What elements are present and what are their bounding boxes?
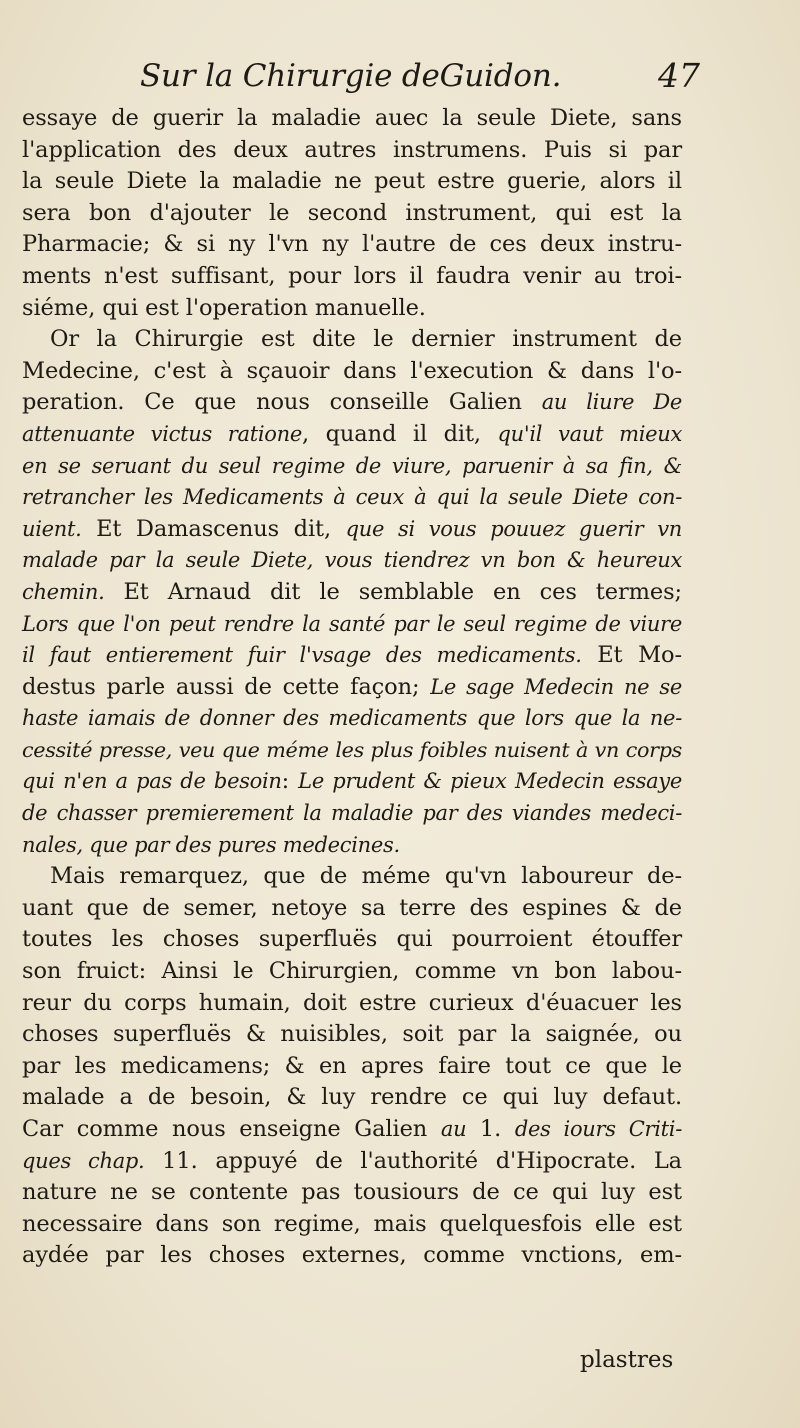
page-number: 47 (658, 56, 700, 95)
roman-text: destus parle aussi de cette façon; (22, 673, 431, 700)
italic-text: qu'il vaut mieux (497, 421, 683, 446)
roman-text: peration. Ce que nous conseille Galien (22, 389, 542, 416)
roman-text: sera bon d'ajouter le second instrument, qui est la (22, 199, 682, 226)
italic-text: il faut entierement fuir l'vsage des medicaments. (22, 643, 582, 668)
text-line (22, 261, 682, 293)
text-line (22, 1051, 682, 1083)
italic-text: en se seruant du seul regime de viure, paruenir à sa fin, & (22, 453, 682, 478)
italic-text: au (440, 1117, 467, 1141)
text-line (22, 609, 682, 641)
text-line (22, 1082, 682, 1114)
roman-text: Car comme nous enseigne Galien (22, 1116, 441, 1142)
roman-text: par les medicamens; & en apres faire tout ce que le (22, 1052, 682, 1079)
text-line (22, 419, 682, 451)
italic-text: retrancher les Medicaments à ceux à qui la seule Diete con- (22, 485, 682, 510)
roman-text: ments n'est suffisant, pour lors il faudra venir au troi- (22, 262, 682, 289)
text-line (22, 830, 682, 862)
italic-text: Le prudent & pieux Medecin essaye (298, 769, 682, 794)
text-line (22, 988, 682, 1020)
text-line (22, 798, 682, 830)
text-line (22, 293, 682, 325)
text-line (22, 387, 682, 419)
roman-text: 1. (466, 1116, 515, 1142)
text-line (22, 324, 682, 356)
text-line (22, 356, 682, 388)
text-line (22, 1146, 682, 1178)
roman-text: , quand il dit, (302, 420, 498, 447)
italic-text: au liure De (541, 390, 682, 415)
italic-text: Lors que l'on peut rendre la santé par le seul regime de viure (22, 611, 682, 636)
italic-text: qui n'en a pas de besoin (22, 769, 282, 794)
roman-text: malade a de besoin, & luy rendre ce qui luy defaut. (22, 1084, 682, 1111)
text-line (22, 893, 682, 925)
text-line (22, 924, 682, 956)
text-line (22, 103, 682, 135)
italic-text: de chasser premierement la maladie par des viandes medeci- (22, 801, 682, 826)
roman-text: reur du corps humain, doit estre curieux d'éuacuer les (22, 989, 682, 1016)
text-line (22, 229, 682, 261)
roman-text: Medecine, c'est à sçauoir dans l'execution & dans l'o- (22, 357, 682, 384)
text-line (22, 766, 682, 798)
italic-text: chemin. (22, 579, 105, 604)
roman-text: Pharmacie; & si ny l'vn ny l'autre de ces deux instru- (22, 231, 682, 258)
roman-text: l'application des deux autres instrumens. Puis si par (22, 136, 682, 163)
italic-text: cessité presse, veu que méme les plus foibles nuisent à vn corps (22, 737, 682, 762)
roman-text: nature ne se contente pas tousiours de ce qui luy est (22, 1179, 682, 1206)
text-line (22, 735, 682, 767)
roman-text: Et Arnaud dit le semblable en ces termes; (104, 578, 682, 605)
catchword: plastres (580, 1347, 674, 1373)
text-line (22, 1019, 682, 1051)
text-line (22, 1114, 682, 1146)
text-line (22, 956, 682, 988)
text-line (22, 198, 682, 230)
roman-text: Mais remarquez, que de méme qu'vn laboureur de- (50, 863, 682, 890)
roman-text: Et Damascenus dit, (81, 515, 346, 542)
roman-text: essaye de guerir la maladie auec la seule Diete, sans (22, 105, 682, 131)
roman-text: 11. appuyé de l'authorité d'Hipocrate. La (144, 1147, 682, 1174)
text-line (22, 482, 682, 514)
italic-text: Le sage Medecin ne se (430, 674, 682, 699)
roman-text: choses superfluës & nuisibles, soit par la saignée, ou (22, 1021, 682, 1048)
text-line (22, 451, 682, 483)
running-title: Sur la Chirurgie deGuidon. (140, 58, 562, 94)
roman-text: aydée par les choses externes, comme vnctions, em- (22, 1242, 682, 1269)
italic-text: attenuante victus ratione (22, 421, 303, 446)
italic-text: ques chap. (22, 1148, 145, 1173)
italic-text: haste iamais de donner des medicaments que lors que la ne- (22, 706, 682, 731)
roman-text: son fruict: Ainsi le Chirurgien, comme vn bon labou- (22, 958, 682, 985)
text-line (22, 1177, 682, 1209)
roman-text: Et Mo- (581, 642, 682, 669)
italic-text: uient. (22, 516, 82, 541)
roman-text: uant que de semer, netoye sa terre des espines & de (22, 894, 682, 921)
roman-text: toutes les choses superfluës qui pourroient étouffer (22, 926, 682, 953)
text-line (22, 514, 682, 546)
text-line (22, 861, 682, 893)
text-line (22, 1240, 682, 1272)
page-header (140, 58, 700, 98)
text-line (22, 703, 682, 735)
roman-text: siéme, qui est l'operation manuelle. (22, 294, 426, 321)
text-line (22, 135, 682, 167)
italic-text: nales, que par des pures medecines. (22, 832, 400, 857)
roman-text: la seule Diete la maladie ne peut estre guerie, alors il (22, 168, 682, 195)
text-line (22, 166, 682, 198)
text-line (22, 640, 682, 672)
roman-text: : (281, 768, 299, 795)
italic-text: que si vous pouuez guerir vn (345, 516, 682, 541)
text-line (22, 545, 682, 577)
roman-text: necessaire dans son regime, mais quelquesfois elle est (22, 1210, 682, 1237)
text-line (22, 577, 682, 609)
text-line (22, 672, 682, 704)
roman-text: Or la Chirurgie est dite le dernier instrument de (50, 326, 682, 353)
text-line (22, 1209, 682, 1241)
italic-text: malade par la seule Diete, vous tiendrez vn bon & heureux (22, 548, 682, 573)
italic-text: des iours Criti- (514, 1117, 682, 1141)
body-text (22, 103, 682, 1272)
